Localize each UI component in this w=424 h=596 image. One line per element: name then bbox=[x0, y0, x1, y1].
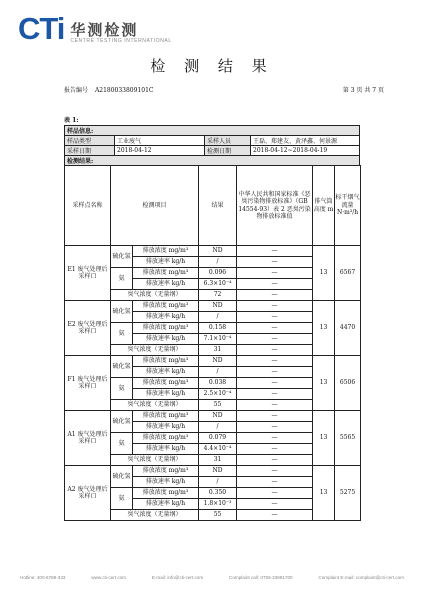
standard-value: — bbox=[237, 367, 313, 378]
standard-value: — bbox=[237, 411, 313, 422]
footer-complaint-call: Complaint call: 0755-33681700 bbox=[229, 575, 293, 580]
test-date-value: 2018-04-12~2018-04-19 bbox=[251, 146, 360, 156]
sample-type-value: 工业废气 bbox=[115, 136, 205, 146]
result-value: 6.3×10⁻⁴ bbox=[199, 279, 237, 290]
stack-height: 13 bbox=[313, 301, 335, 356]
result-value: / bbox=[199, 477, 237, 488]
result-value: 7.1×10⁻⁴ bbox=[199, 334, 237, 345]
standard-value: — bbox=[237, 345, 313, 356]
standard-value: — bbox=[237, 378, 313, 389]
stack-height: 13 bbox=[313, 466, 335, 521]
item-label: 排放速率 kg/h bbox=[133, 367, 199, 378]
standard-value: — bbox=[237, 466, 313, 477]
page-footer bbox=[20, 575, 404, 580]
result-column-header: 结果 bbox=[199, 166, 237, 246]
standard-value: — bbox=[237, 312, 313, 323]
pollutant-name: 硫化氢 bbox=[111, 246, 133, 268]
item-label: 排放浓度 mg/m³ bbox=[133, 246, 199, 257]
standard-value: — bbox=[237, 356, 313, 367]
result-value: ND bbox=[199, 466, 237, 477]
standard-value: — bbox=[237, 499, 313, 510]
sample-info-table bbox=[64, 125, 360, 166]
item-label: 排放浓度 mg/m³ bbox=[133, 268, 199, 279]
table-row bbox=[65, 466, 361, 477]
item-label: 排放速率 kg/h bbox=[133, 389, 199, 400]
logo-text bbox=[70, 22, 171, 45]
footer-hotline: Hotline: 400-6788-333 bbox=[20, 575, 66, 580]
sample-date-label: 采样日期 bbox=[65, 146, 115, 156]
result-value: 4.4×10⁻⁴ bbox=[199, 444, 237, 455]
standard-value: — bbox=[237, 488, 313, 499]
page-title: 检 测 结 果 bbox=[150, 57, 274, 75]
result-value: 0.079 bbox=[199, 433, 237, 444]
item-label: 排放浓度 mg/m³ bbox=[133, 323, 199, 334]
standard-column-header: 中华人民共和国家标准《恶臭污染物排放标准》（GB 14554-93）表 2 恶臭污染物排放标准值 bbox=[237, 166, 313, 246]
pollutant-name: 氨 bbox=[111, 268, 133, 290]
sample-type-label: 样品类型 bbox=[65, 136, 115, 146]
result-value: 31 bbox=[199, 455, 237, 466]
table-row bbox=[65, 356, 361, 367]
pollutant-name: 硫化氢 bbox=[111, 356, 133, 378]
height-column-header: 排气筒高度 m bbox=[313, 166, 335, 246]
pollutant-name: 氨 bbox=[111, 378, 133, 400]
pollutant-name: 硫化氢 bbox=[111, 411, 133, 433]
item-column-header: 检测项目 bbox=[111, 166, 199, 246]
standard-value: — bbox=[237, 444, 313, 455]
standard-value: — bbox=[237, 400, 313, 411]
table-row bbox=[65, 301, 361, 312]
item-label: 排放浓度 mg/m³ bbox=[133, 433, 199, 444]
result-value: 2.5×10⁻⁴ bbox=[199, 389, 237, 400]
sampling-site: E1 废气处理后采样口 bbox=[65, 246, 111, 301]
standard-value: — bbox=[237, 389, 313, 400]
pollutant-name: 氨 bbox=[111, 433, 133, 455]
result-value: 0.096 bbox=[199, 268, 237, 279]
gas-flow: 6506 bbox=[335, 356, 361, 411]
item-label: 排放速率 kg/h bbox=[133, 334, 199, 345]
result-value: ND bbox=[199, 411, 237, 422]
sampling-site: E2 废气处理后采样口 bbox=[65, 301, 111, 356]
standard-value: — bbox=[237, 290, 313, 301]
result-value: / bbox=[199, 367, 237, 378]
table-row bbox=[65, 246, 361, 257]
sampler-value: 王磊、郑建友、黄泽鑫、何景源 bbox=[251, 136, 360, 146]
pollutant-name: 硫化氢 bbox=[111, 301, 133, 323]
stack-height: 13 bbox=[313, 411, 335, 466]
item-label: 排放速率 kg/h bbox=[133, 499, 199, 510]
standard-value: — bbox=[237, 334, 313, 345]
odor-label: 臭气浓度（无量纲） bbox=[111, 345, 199, 356]
results-heading: 检测结果: bbox=[65, 156, 360, 166]
flow-column-header: 标干烟气流量 N·m³/h bbox=[335, 166, 361, 246]
footer-email: E-mail: info@cti-cert.com bbox=[151, 575, 204, 580]
odor-label: 臭气浓度（无量纲） bbox=[111, 400, 199, 411]
item-label: 排放浓度 mg/m³ bbox=[133, 466, 199, 477]
footer-complaint-email: Complaint E-mail: complaint@cti-cert.com bbox=[318, 575, 404, 580]
standard-value: — bbox=[237, 323, 313, 334]
page-number: 第 3 页 共 7 页 bbox=[342, 87, 384, 94]
report-number-line bbox=[64, 85, 159, 94]
result-value: 0.038 bbox=[199, 378, 237, 389]
result-value: 72 bbox=[199, 290, 237, 301]
result-value: 31 bbox=[199, 345, 237, 356]
site-column-header: 采样点名称 bbox=[65, 166, 111, 246]
standard-value: — bbox=[237, 510, 313, 521]
footer-website: www.cti-cert.com bbox=[91, 575, 126, 580]
result-value: 0.158 bbox=[199, 323, 237, 334]
item-label: 排放速率 kg/h bbox=[133, 312, 199, 323]
pollutant-name: 硫化氢 bbox=[111, 466, 133, 488]
item-label: 排放速率 kg/h bbox=[133, 477, 199, 488]
gas-flow: 5565 bbox=[335, 411, 361, 466]
result-value: 55 bbox=[199, 400, 237, 411]
results-table bbox=[64, 165, 361, 521]
item-label: 排放浓度 mg/m³ bbox=[133, 378, 199, 389]
gas-flow: 5275 bbox=[335, 466, 361, 521]
standard-value: — bbox=[237, 268, 313, 279]
standard-value: — bbox=[237, 301, 313, 312]
item-label: 排放速率 kg/h bbox=[133, 444, 199, 455]
stack-height: 13 bbox=[313, 246, 335, 301]
item-label: 排放速率 kg/h bbox=[133, 257, 199, 268]
gas-flow: 4470 bbox=[335, 301, 361, 356]
stack-height: 13 bbox=[313, 356, 335, 411]
result-value: / bbox=[199, 312, 237, 323]
standard-value: — bbox=[237, 455, 313, 466]
result-value: ND bbox=[199, 301, 237, 312]
sample-info-heading: 样品信息: bbox=[65, 126, 360, 136]
item-label: 排放浓度 mg/m³ bbox=[133, 411, 199, 422]
standard-value: — bbox=[237, 477, 313, 488]
standard-value: — bbox=[237, 422, 313, 433]
test-date-label: 检测日期 bbox=[205, 146, 251, 156]
table-label: 表 1: bbox=[64, 117, 79, 124]
odor-label: 臭气浓度（无量纲） bbox=[111, 510, 199, 521]
gas-flow: 6567 bbox=[335, 246, 361, 301]
logo-mark: CTi bbox=[18, 11, 65, 46]
sample-date-value: 2018-04-12 bbox=[115, 146, 205, 156]
result-value: 0.350 bbox=[199, 488, 237, 499]
standard-value: — bbox=[237, 257, 313, 268]
result-value: ND bbox=[199, 356, 237, 367]
report-number-label: 报告编号 bbox=[64, 87, 89, 94]
logo-english-name: CENTRE TESTING INTERNATIONAL bbox=[70, 38, 172, 44]
company-logo bbox=[18, 12, 172, 52]
result-value: 55 bbox=[199, 510, 237, 521]
item-label: 排放浓度 mg/m³ bbox=[133, 301, 199, 312]
pollutant-name: 氨 bbox=[111, 323, 133, 345]
result-value: / bbox=[199, 257, 237, 268]
item-label: 排放速率 kg/h bbox=[133, 422, 199, 433]
standard-value: — bbox=[237, 279, 313, 290]
report-number: A2180033809101C bbox=[94, 87, 154, 94]
sampling-site: F1 废气处理后采样口 bbox=[65, 356, 111, 411]
item-label: 排放速率 kg/h bbox=[133, 279, 199, 290]
logo-chinese-name: 华测检测 bbox=[70, 21, 139, 39]
result-value: 1.8×10⁻³ bbox=[199, 499, 237, 510]
odor-label: 臭气浓度（无量纲） bbox=[111, 455, 199, 466]
item-label: 排放浓度 mg/m³ bbox=[133, 356, 199, 367]
table-row bbox=[65, 411, 361, 422]
odor-label: 臭气浓度（无量纲） bbox=[111, 290, 199, 301]
sampling-site: A2 废气处理后采样口 bbox=[65, 466, 111, 521]
sampler-label: 采样人员 bbox=[205, 136, 251, 146]
result-value: ND bbox=[199, 246, 237, 257]
report-meta bbox=[64, 85, 384, 94]
result-value: / bbox=[199, 422, 237, 433]
standard-value: — bbox=[237, 246, 313, 257]
sampling-site: A1 废气处理后采样口 bbox=[65, 411, 111, 466]
pollutant-name: 氨 bbox=[111, 488, 133, 510]
item-label: 排放浓度 mg/m³ bbox=[133, 488, 199, 499]
standard-value: — bbox=[237, 433, 313, 444]
